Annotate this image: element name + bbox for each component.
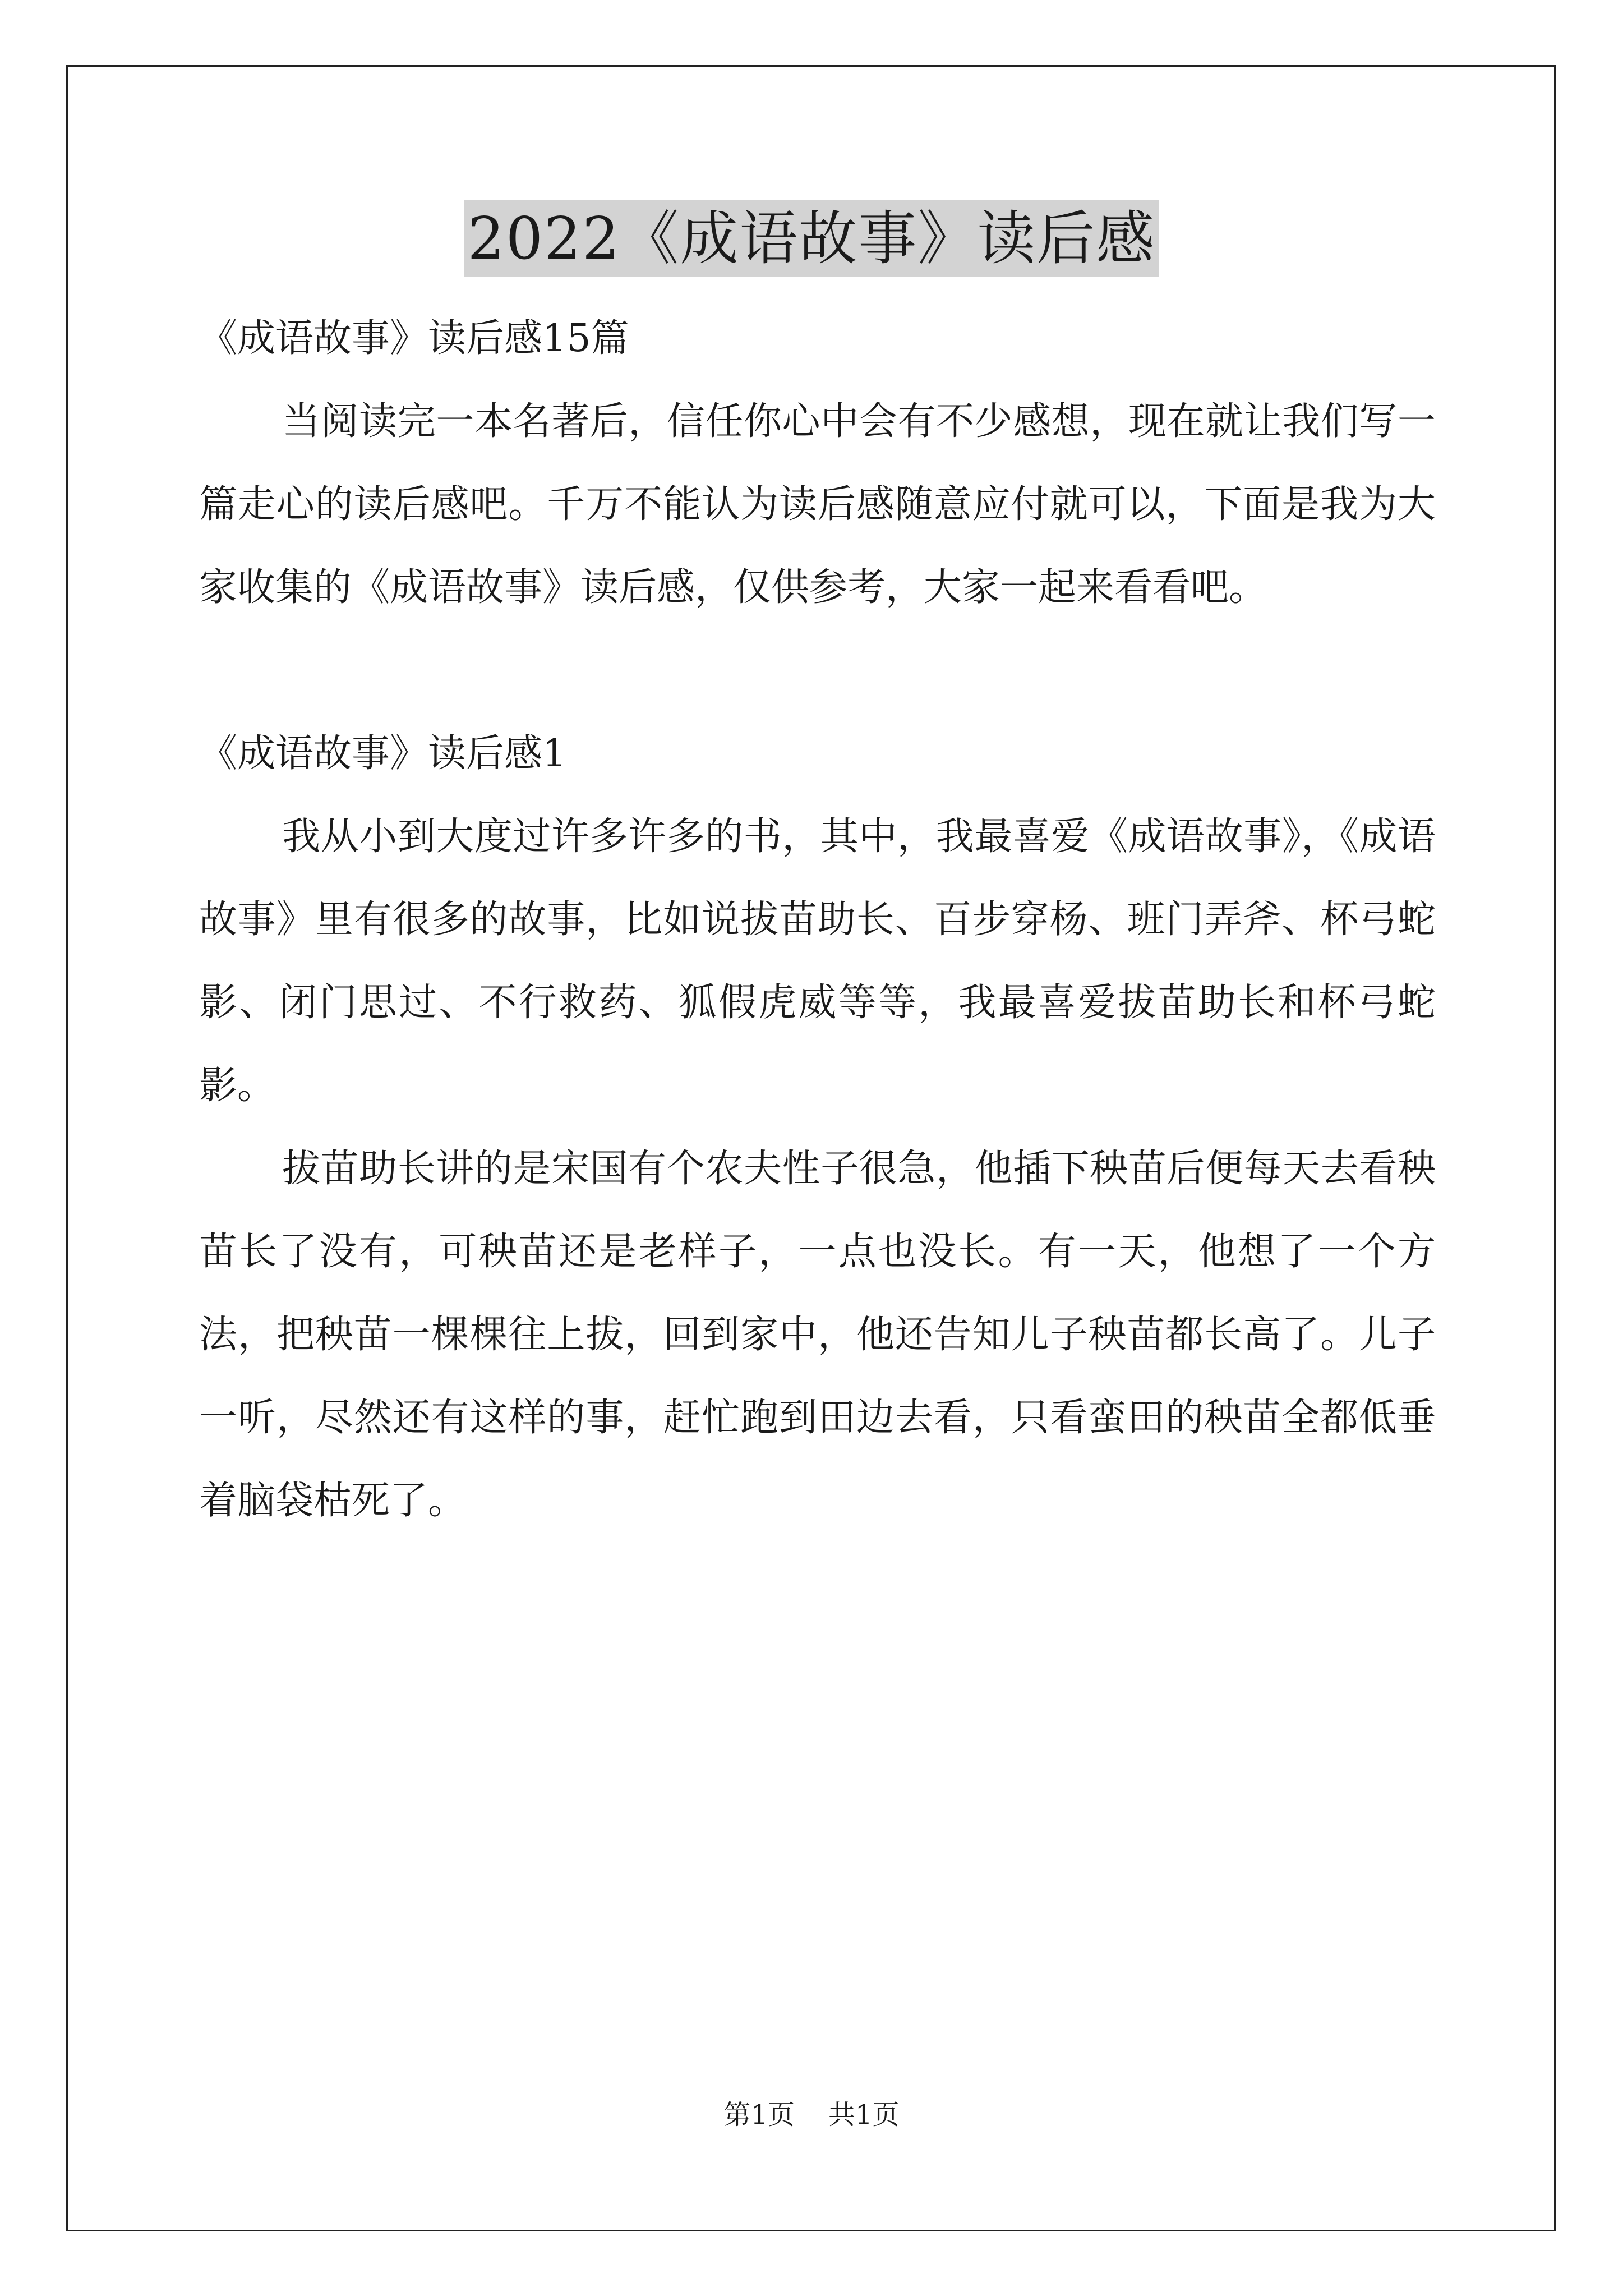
document-title: 2022《成语故事》读后感 <box>464 200 1159 277</box>
page-total: 共1页 <box>828 2099 900 2131</box>
page-number: 第1页 <box>723 2099 795 2131</box>
section-gap <box>199 629 1436 712</box>
section1-paragraph-1: 我从小到大度过许多许多的书，其中，我最喜爱《成语故事》，《成语故事》里有很多的故事，比如说拔苗助长、百步穿杨、班门弄斧、杯弓蛇影、闭门思过、不行救药、狐假虎威等等，我最喜爱拔苗助长和杯弓蛇影。 <box>199 815 1436 1108</box>
intro-paragraph: 当阅读完一本名著后，信任你心中会有不少感想，现在就让我们写一篇走心的读后感吧。千万不能认为读后感随意应付就可以，下面是我为大家收集的《成语故事》读后感，仅供参考，大家一起来看看吧。 <box>199 399 1436 610</box>
section1-paragraph-2: 拔苗助长讲的是宋国有个农夫性子很急，他插下秧苗后便每天去看秧苗长了没有，可秧苗还是老样子，一点也没长。有一天，他想了一个方法，把秧苗一棵棵往上拔，回到家中，他还告知儿子秧苗都长高了。儿子一听，尽然还有这样的事，赶忙跑到田边去看，只看蛮田的秧苗全都低垂着脑袋枯死了。 <box>199 1147 1436 1523</box>
section1-heading: 《成语故事》读后感1 <box>199 731 567 776</box>
page-footer <box>0 2095 1623 2134</box>
intro-heading: 《成语故事》读后感15篇 <box>199 316 629 361</box>
document-title-block <box>0 196 1623 280</box>
document-body <box>199 297 1436 1543</box>
